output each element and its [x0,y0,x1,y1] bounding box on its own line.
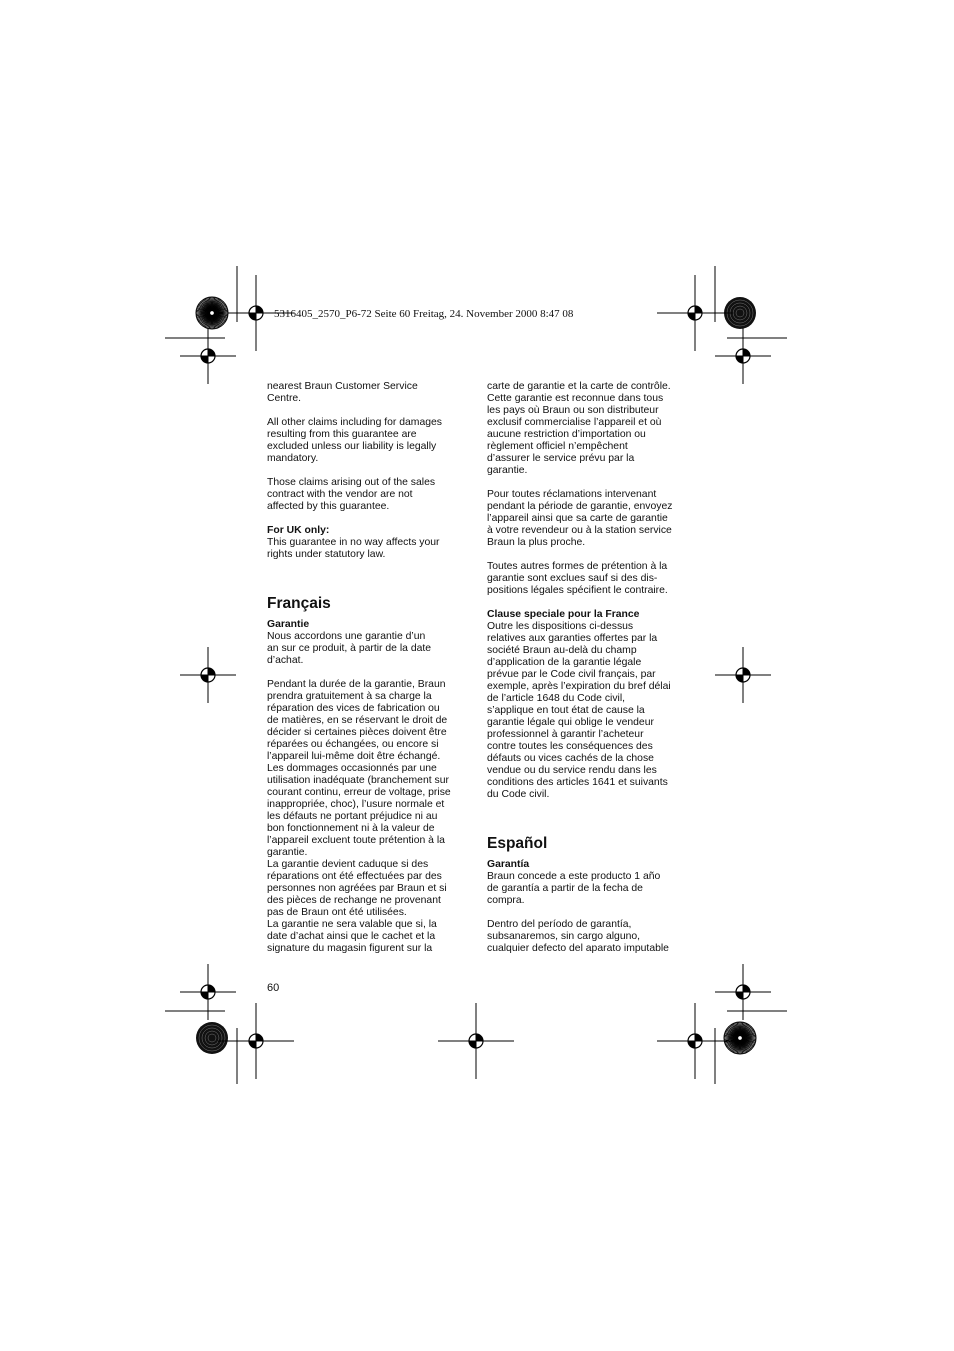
clause-heading: Clause speciale pour la France [487,609,640,620]
paragraph: Pour toutes réclamations intervenant pendant la période de garantie, envoyez l’appareil ainsi que sa carte de garantie à votre revendeur ou à la station service Braun la plus proche. [487,489,673,548]
paragraph: Outre les dispositions ci-dessus relatives aux garanties offertes par la société Braun au-delà du champ d’application de la garantie légale prévue par le Code civil français, par exemple, après l’expiration du bref délai de l’article 1648 du Code civil, s’applique en tout état de cause la garantie légale qui oblige le vendeur professionnel à garantir l’acheteur contre toutes les conséquences des défauts ou vices cachés de la chose vendue ou du service rendu dans les conditions des articles 1641 et suivants du Code civil. [487,621,671,800]
paragraph: nearest Braun Customer Service Centre. [267,381,418,404]
uk-heading: For UK only: [267,525,330,536]
left-column [267,381,467,967]
section-title-espanol: Español [487,835,548,852]
section-title-francais: Français [267,595,331,612]
garantia-heading: Garantía [487,859,530,870]
garantie-heading: Garantie [267,619,310,630]
paragraph: Those claims arising out of the sales contract with the vendor are not affected by this guarantee. [267,477,436,512]
paragraph: Pendant la durée de la garantie, Braun prendra gratuitement à sa charge la réparation des vices de fabrication ou de matières, en se réservant le droit de décider si certaines pièces doivent être réparées ou échangées, ou encore si l’appareil lui-même doit être échangé. Les dommages occasionnés par une utilisation inadéquate (branchement sur courant continu, erreur de voltage, prise inappropriée, choc), l’usure normale et les défauts ne portant préjudice ni au bon fonctionnement ni à la valeur de l’appareil excluent toute prétention à la garantie. La garantie devient caduque si des réparations ont été effectuées par des personnes non agréées par Braun et si des pièces de rechange ne provenant pas de Braun ont été utilisées. La garantie ne sera valable que si, la date d’achat ainsi que le cachet et la signature du magasin figurent sur la [267,679,451,954]
starburst-mark [196,1022,228,1054]
paragraph: All other claims including for damages resulting from this guarantee are excluded unless our liability is legally mandatory. [267,417,442,464]
paragraph: This guarantee in no way affects your rights under statutory law. [267,537,440,560]
paragraph: carte de garantie et la carte de contrôle. Cette garantie est reconnue dans tous les pays où Braun ou son distributeur exclusif commercialise l’appareil et où aucune restriction d’importation ou règlement officiel n’empêchent d’assurer le service prévu par la garantie. [487,381,671,476]
right-column [487,381,687,967]
paragraph: Dentro del período de garantía, subsanaremos, sin cargo alguno, cualquier defecto del aparato imputable [487,919,669,954]
print-slug: 5316405_2570_P6-72 Seite 60 Freitag, 24. November 2000 8:47 08 [274,308,574,320]
paragraph: Braun concede a este producto 1 año de garantía a partir de la fecha de compra. [487,871,661,906]
paragraph: Toutes autres formes de prétention à la garantie sont exclues sauf si des dis- positions légales spécifient le contraire. [487,561,668,596]
paragraph: Nous accordons une garantie d’un an sur ce produit, à partir de la date d’achat. [267,631,432,666]
page-number: 60 [267,982,280,994]
